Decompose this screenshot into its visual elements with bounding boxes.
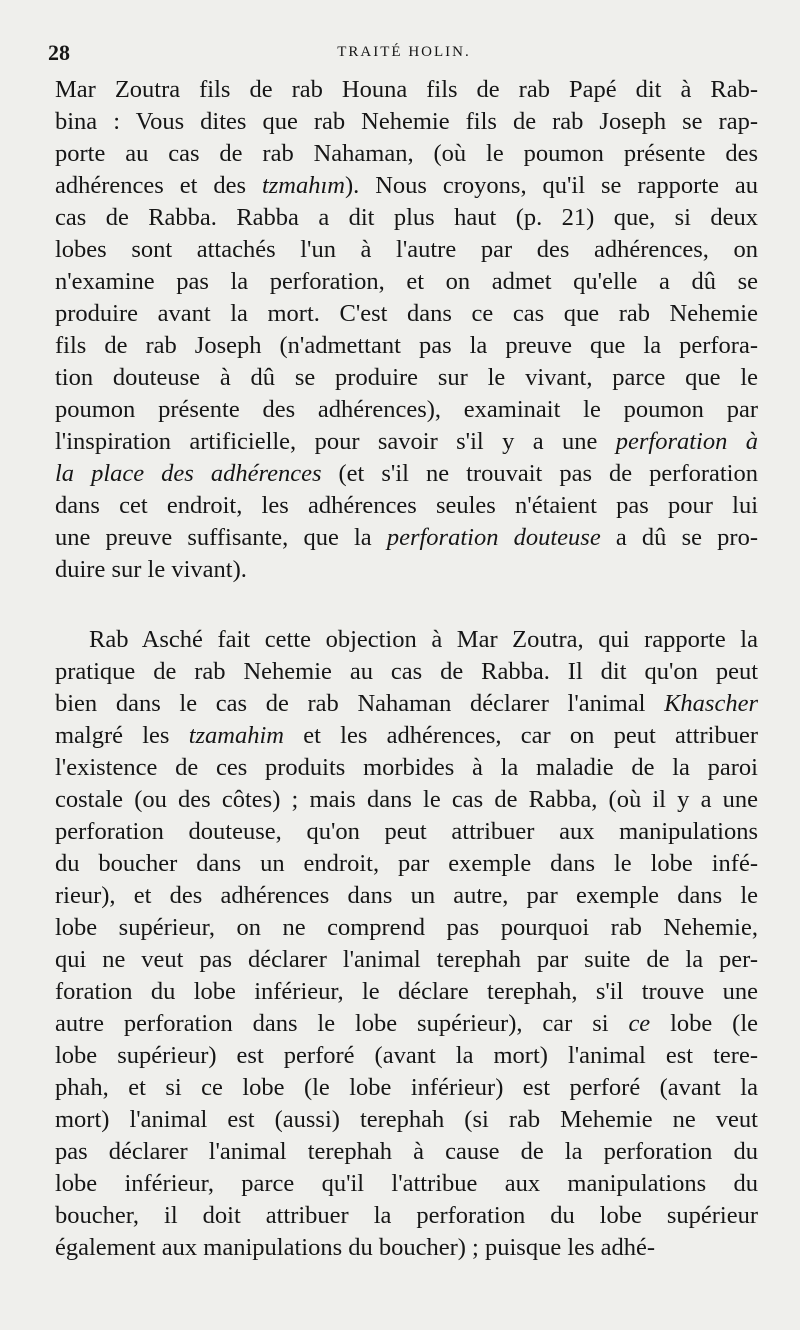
text-line [55, 752, 758, 784]
text-line [55, 1200, 758, 1232]
italic-span: ce [628, 1010, 651, 1037]
text-span: pratique de rab Nehemie au cas de Rabba. Il dit qu'on peut [55, 658, 758, 685]
text-span: bina : Vous dites que rab Nehemie fils de rab Joseph se rap- [55, 108, 758, 135]
text-line [55, 688, 758, 720]
text-span: lobe supérieur, on ne comprend pas pourquoi rab Nehemie, [55, 914, 758, 941]
text-span: perforation douteuse, qu'on peut attribuer aux manipulations [55, 818, 758, 845]
text-line [55, 138, 758, 170]
text-span: boucher, il doit attribuer la perforation du lobe supérieur [55, 1202, 758, 1229]
text-span: (et s'il ne trouvait pas de perforation [321, 460, 758, 487]
text-span: et les adhérences, car on peut attribuer [284, 722, 758, 749]
text-span: duire sur le vivant). [55, 556, 247, 583]
text-span: dans cet endroit, les adhérences seules n'étaient pas pour lui [55, 492, 758, 519]
text-line [55, 1104, 758, 1136]
text-line [55, 784, 758, 816]
text-line [55, 1008, 758, 1040]
text-line [55, 458, 758, 490]
text-span: ). Nous croyons, qu'il se rapporte au [345, 172, 759, 199]
text-line [55, 330, 758, 362]
text-line [55, 1072, 758, 1104]
text-span: n'examine pas la perforation, et on admet qu'elle a dû se [55, 268, 758, 295]
text-span: rieur), et des adhérences dans un autre, par exemple dans le [55, 882, 758, 909]
text-line [55, 394, 758, 426]
text-span: lobe inférieur, parce qu'il l'attribue aux manipulations du [55, 1170, 758, 1197]
italic-span: Khascher [664, 690, 758, 717]
text-span: du boucher dans un endroit, par exemple dans le lobe infé- [55, 850, 758, 877]
text-span: fils de rab Joseph (n'admettant pas la preuve que la perfora- [55, 332, 758, 359]
text-span: une preuve suffisante, que la [55, 524, 387, 551]
text-span: l'existence de ces produits morbides à la maladie de la paroi [55, 754, 758, 781]
running-title: TRAITÉ HOLIN. [337, 44, 471, 60]
text-span: mort) l'animal est (aussi) terephah (si rab Mehemie ne veut [55, 1106, 758, 1133]
text-span: foration du lobe inférieur, le déclare terephah, s'il trouve une [55, 978, 758, 1005]
text-line [55, 944, 758, 976]
text-span: également aux manipulations du boucher) ; puisque les adhé- [55, 1234, 656, 1261]
text-line [55, 298, 758, 330]
text-span: Rab Asché fait cette objection à Mar Zoutra, qui rapporte la [89, 626, 758, 653]
text-line [55, 976, 758, 1008]
text-span: qui ne veut pas déclarer l'animal terephah par suite de la per- [55, 946, 758, 973]
text-line [55, 816, 758, 848]
text-line [55, 1040, 758, 1072]
text-line [55, 362, 758, 394]
text-line [55, 656, 758, 688]
text-line [55, 74, 758, 106]
text-span: Mar Zoutra fils de rab Houna fils de rab Papé dit à Rab- [55, 76, 758, 103]
text-line [55, 202, 758, 234]
text-span: costale (ou des côtes) ; mais dans le cas de Rabba, (où il y a une [55, 786, 758, 813]
text-span: lobe supérieur) est perforé (avant la mort) l'animal est tere- [55, 1042, 758, 1069]
text-line [55, 848, 758, 880]
text-span: tion douteuse à dû se produire sur le vivant, parce que le [55, 364, 758, 391]
text-span: lobes sont attachés l'un à l'autre par des adhérences, on [55, 236, 758, 263]
text-span: pas déclarer l'animal terephah à cause de la perforation du [55, 1138, 758, 1165]
text-span: lobe (le [650, 1010, 758, 1037]
text-line [55, 554, 758, 586]
text-span: bien dans le cas de rab Nahaman déclarer l'animal [55, 690, 665, 717]
italic-span: la place des adhérences [55, 460, 322, 487]
text-line [55, 490, 758, 522]
text-line [55, 624, 758, 656]
text-span: l'inspiration artificielle, pour savoir s'il y a une [55, 428, 616, 455]
text-line [55, 1168, 758, 1200]
italic-span: perforation douteuse [386, 524, 601, 551]
text-span: produire avant la mort. C'est dans ce cas que rab Nehemie [55, 300, 758, 327]
text-line [55, 106, 758, 138]
text-line [55, 912, 758, 944]
text-line [55, 170, 758, 202]
text-span: malgré les [55, 722, 189, 749]
italic-span: tzamahim [188, 722, 284, 749]
italic-span: perforation à [615, 428, 758, 455]
text-span: phah, et si ce lobe (le lobe inférieur) est perforé (avant la [55, 1074, 758, 1101]
text-span: porte au cas de rab Nahaman, (où le poumon présente des [55, 140, 758, 167]
text-span: a dû se pro- [600, 524, 758, 551]
text-span: poumon présente des adhérences), examinait le poumon par [55, 396, 758, 423]
text-line [55, 1136, 758, 1168]
text-line [55, 266, 758, 298]
page-header [48, 40, 760, 70]
paragraph-2 [55, 624, 758, 1264]
paragraph-1 [55, 74, 758, 586]
text-line [55, 720, 758, 752]
text-span: cas de Rabba. Rabba a dit plus haut (p. 21) que, si deux [55, 204, 758, 231]
text-line [55, 880, 758, 912]
text-line [55, 426, 758, 458]
page-number: 28 [48, 40, 70, 65]
text-span: adhérences et des [55, 172, 262, 199]
text-line [55, 1232, 758, 1264]
text-span: autre perforation dans le lobe supérieur), car si [55, 1010, 629, 1037]
text-line [55, 522, 758, 554]
italic-span: tzmahım [261, 172, 346, 199]
text-line [55, 234, 758, 266]
